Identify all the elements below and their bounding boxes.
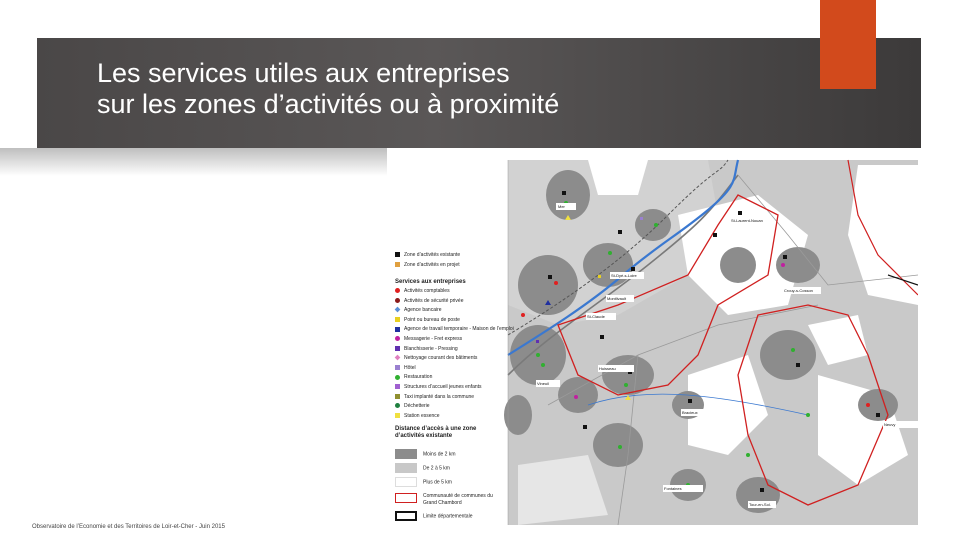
- red-dot-icon: [395, 288, 400, 293]
- legend-service-label: Blanchisserie - Pressing: [404, 345, 458, 352]
- svg-text:Huisseau: Huisseau: [599, 366, 616, 371]
- map-legend: [395, 250, 514, 525]
- legend-service-item: [395, 317, 460, 324]
- svg-text:Fontaines: Fontaines: [664, 486, 682, 491]
- svg-text:St-Dyé-s-Loire: St-Dyé-s-Loire: [611, 273, 637, 278]
- yellow-square-icon: [395, 317, 400, 322]
- legend-distance-2to5: De 2 à 5 km: [395, 463, 450, 473]
- legend-service-label: Activités comptables: [404, 288, 450, 294]
- svg-text:St-Laurent-Nouan: St-Laurent-Nouan: [731, 218, 763, 223]
- svg-text:Crouy-s-Cosson: Crouy-s-Cosson: [784, 288, 813, 293]
- title-shadow: [0, 148, 387, 176]
- orange-square-icon: [395, 262, 400, 267]
- svg-text:Vineuil: Vineuil: [537, 381, 549, 386]
- legend-distance-title: Distance d’accès à une zone d’activités existante: [395, 426, 477, 439]
- legend-service-label: Activités de sécurité privée: [404, 297, 464, 304]
- legend-service-item: [395, 355, 477, 362]
- black-outline-swatch-icon: [395, 511, 417, 521]
- legend-zone-existing: Zone d’activités existante: [395, 252, 460, 259]
- legend-boundary-grand-chambord: Communauté de communes du Grand Chambord: [395, 493, 503, 507]
- legend-service-item: [395, 365, 416, 372]
- legend-service-item: [395, 307, 442, 314]
- green-circle-icon: [395, 403, 400, 408]
- white-swatch-icon: [395, 477, 417, 487]
- legend-service-item: [395, 326, 514, 333]
- legend-service-label: Structures d’accueil jeunes enfants: [404, 384, 482, 390]
- slide-title-line-2: sur les zones d’activités ou à proximité: [97, 89, 560, 119]
- blue-diamond-icon: [395, 307, 401, 313]
- svg-text:St-Claude: St-Claude: [587, 314, 605, 319]
- legend-zone-project: Zone d’activités en projet: [395, 262, 460, 269]
- svg-text:Montlivault: Montlivault: [607, 296, 627, 301]
- dark-grey-swatch-icon: [395, 449, 417, 459]
- lavender-square-icon: [395, 365, 400, 370]
- legend-service-item: [395, 384, 482, 391]
- legend-service-label: Hôtel: [404, 364, 416, 371]
- legend-service-item: [395, 336, 462, 343]
- green-dot-icon: [395, 375, 400, 380]
- legend-service-item: [395, 298, 463, 305]
- red-outline-swatch-icon: [395, 493, 417, 503]
- legend-distance-lt2: Moins de 2 km: [395, 449, 456, 459]
- blue-triangle-icon: [395, 327, 400, 332]
- legend-service-item: [395, 403, 430, 410]
- olive-square-icon: [395, 394, 400, 399]
- legend-services-title: Services aux entreprises: [395, 279, 466, 285]
- svg-text:Bracieux: Bracieux: [682, 410, 698, 415]
- svg-text:Tour-en-Sol.: Tour-en-Sol.: [749, 502, 771, 507]
- violet-heart-icon: [395, 384, 400, 389]
- slide-title: [97, 58, 817, 120]
- legend-service-item: [395, 394, 474, 401]
- dark-red-dot-icon: [395, 298, 400, 303]
- legend-service-label: Taxi implanté dans la commune: [404, 393, 475, 400]
- purple-square-icon: [395, 346, 400, 351]
- legend-service-label: Messagerie - Fret express: [404, 336, 463, 342]
- legend-service-label: Agence bancaire: [404, 307, 442, 314]
- legend-service-label: Point ou bureau de poste: [404, 316, 460, 323]
- legend-boundary-department: Limite départementale: [395, 511, 472, 521]
- legend-service-label: Station essence: [404, 412, 440, 419]
- pink-diamond-icon: [395, 355, 401, 361]
- accent-block: [820, 0, 876, 89]
- legend-service-item: [395, 288, 450, 295]
- light-grey-swatch-icon: [395, 463, 417, 473]
- legend-service-item: [395, 413, 440, 420]
- yellow-triangle-icon: [395, 413, 400, 418]
- legend-service-item: [395, 346, 458, 353]
- black-square-icon: [395, 252, 400, 257]
- legend-service-item: [395, 374, 432, 381]
- slide-title-line-1: Les services utiles aux entreprises: [97, 58, 510, 88]
- svg-text:Mer: Mer: [558, 204, 565, 209]
- legend-service-label: Nettoyage courant des bâtiments: [404, 355, 478, 362]
- legend-distance-gt5: Plus de 5 km: [395, 477, 452, 487]
- legend-service-label: Agence de travail temporaire - Maison de l’emploi: [404, 326, 514, 333]
- svg-text:Neuvy: Neuvy: [884, 422, 896, 427]
- legend-service-label: Restauration: [404, 374, 433, 381]
- magenta-dot-icon: [395, 336, 400, 341]
- legend-service-label: Déchetterie: [404, 403, 430, 410]
- slide-footer: Observatoire de l’Economie et des Territoires de Loir-et-Cher - Juin 2015: [32, 524, 225, 530]
